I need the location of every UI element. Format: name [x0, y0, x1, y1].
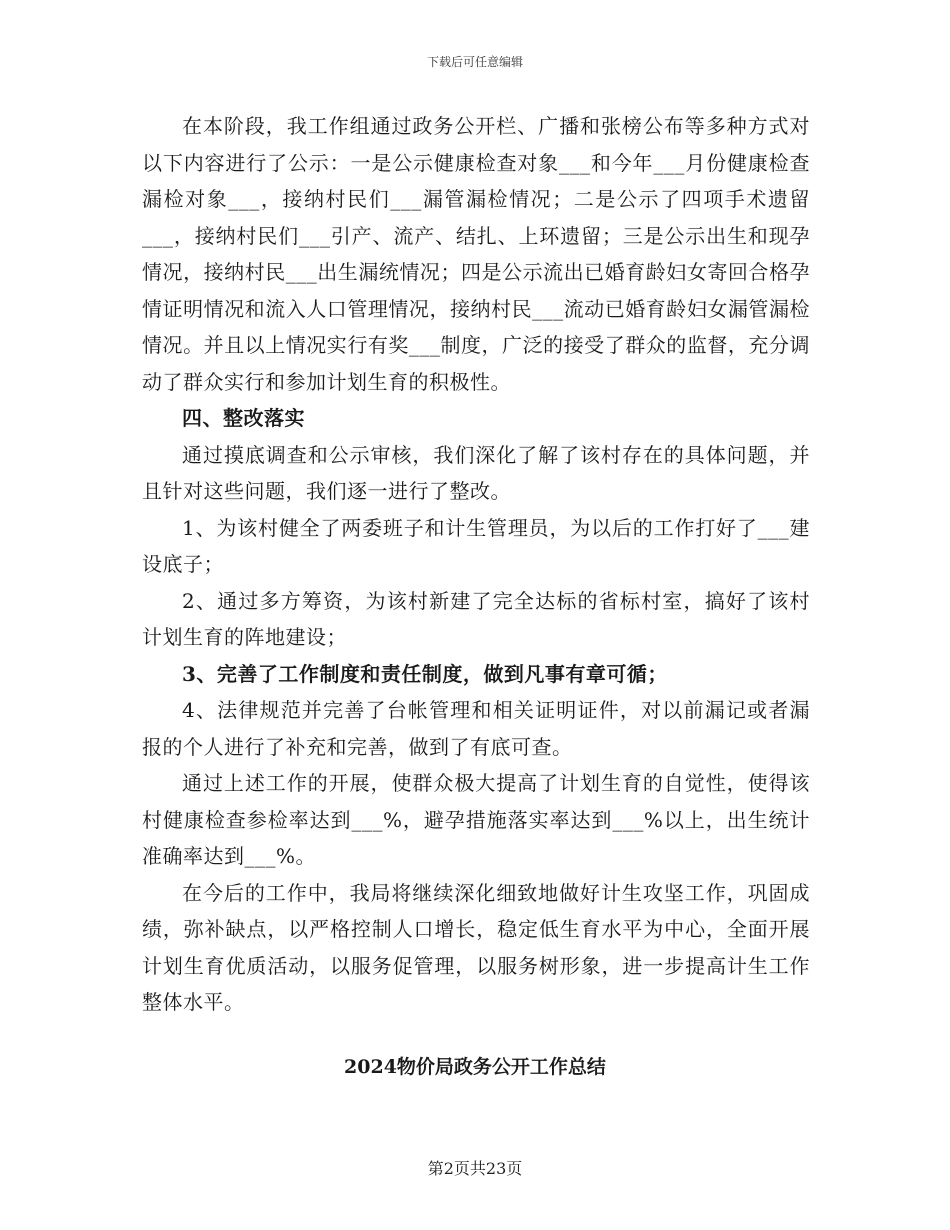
paragraph-publicity: 在本阶段，我工作组通过政务公开栏、广播和张榜公布等多种方式对以下内容进行了公示：一是公示健康检查对象___和今年___月份健康检查漏检对象___，接纳村民们___漏管漏检情况；二是公示了四项手术遗留___，接纳村民们___引产、流产、结扎、上环遗留；三是公示出生和现孕情况，接纳村民___出生漏统情况；四是公示流出已婚育龄妇女寄回合格孕情证明情况和流入人口管理情况，接纳村民___流动已婚育龄妇女漏管漏检情况。并且以上情况实行有奖___制度，广泛的接受了群众的监督，充分调动了群众实行和参加计划生育的积极性。 [142, 114, 810, 394]
paragraph-results: 通过上述工作的开展，使群众极大提高了计划生育的自觉性，使得该村健康检查参检率达到___%，避孕措施落实率达到___%以上，出生统计准确率达到___%。 [142, 771, 810, 868]
paragraph-rectification-intro: 通过摸底调查和公示审核，我们深化了解了该村存在的具体问题，并且针对这些问题，我们逐一进行了整改。 [142, 442, 810, 503]
paragraph-item-3: 3、完善了工作制度和责任制度，做到凡事有章可循； [182, 661, 668, 686]
document-body [142, 108, 810, 1021]
paragraph-item-4: 4、法律规范并完善了台帐管理和相关证明证件，对以前漏记或者漏报的个人进行了补充和完善，做到了有底可查。 [142, 698, 810, 759]
paragraph-future: 在今后的工作中，我局将继续深化细致地做好计生攻坚工作，巩固成绩，弥补缺点，以严格控制人口增长，稳定低生育水平为中心，全面开展计划生育优质活动，以服务促管理，以服务树形象，进一步提高计生工作整体水平。 [142, 880, 810, 1014]
next-document-title: 2024物价局政务公开工作总结 [344, 1056, 606, 1078]
header-note: 下载后可任意编辑 [426, 55, 523, 69]
paragraph-item-2: 2、通过多方筹资，为该村新建了完全达标的省标村室，搞好了该村计划生育的阵地建设； [142, 588, 810, 649]
paragraph-item-1: 1、为该村健全了两委班子和计生管理员，为以后的工作打好了___建设底子； [142, 515, 810, 576]
page-footer: 第2页共23页 [427, 1159, 523, 1178]
section-heading-rectification: 四、整改落实 [182, 406, 305, 430]
